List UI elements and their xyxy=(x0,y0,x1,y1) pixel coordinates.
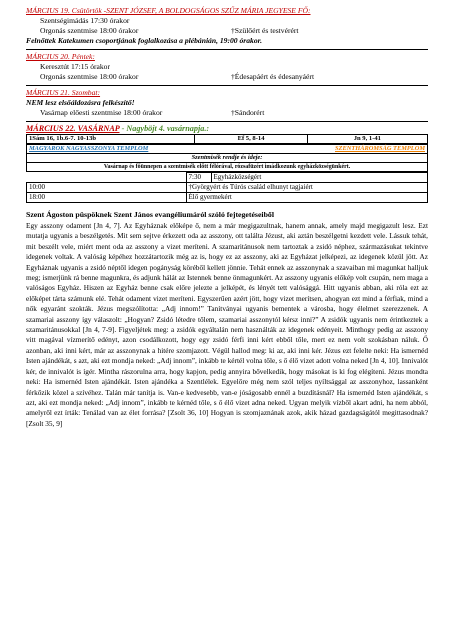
day-header xyxy=(26,6,428,16)
mass-row xyxy=(27,183,428,193)
church-table xyxy=(26,144,428,172)
reading-2: Ef 5, 8-14 xyxy=(195,135,307,144)
reading-1: 1Sám 16, 1b.6-7. 10-13b xyxy=(27,135,195,144)
mass-line xyxy=(26,108,428,118)
day-title: MÁRCIUS 21. Szombat: xyxy=(26,88,101,97)
mass-intention: Élő gyermekért xyxy=(186,193,428,203)
sermon-title: Szent Ágoston püspöknek Szent János evangéliumáról szóló fejtegetéseiből xyxy=(26,210,274,219)
sermon-text: Egy asszony odament [Jn 4, 7]. Az Egyháznak előképe ő, nem a már megigazultnak, hanem annak, amely majd megigazult lesz. Ezt mutatja ugyanis a beszélgetés. Mit sem sejtve érkezett oda az asszony, ott találta Jézust, aki aztán beszélgetni kezdett vele. Lássuk tehát, mit beszélt vele, miért ment oda az asszony a vizet meríteni. A szamaritánusok nem tartoztak a zsidó néphez, származásukat tekintve idegenek voltak. A valóság képéhez hozzátartozik még az is, hogy ez az asszony, aki az Egyházat jelképezi, az idegenek közül jött. Az Egyháznak ugyanis a zsidó néptől idegen pogányság köréből kellett jönnie. Tehát ennek az asszonynak a szavaiban mi magunkat halljuk meg; ismerjünk rá benne magunkra, és adjunk hálát az Istennek benne önmagunkért. Az asszony ugyanis előkép volt csupán, nem maga a valóságos Egyház. Hiszen az Egyház benne csak előre jelezte a jelképét, és lényét tett valósággá. Hitt ugyanis abban, aki róla ezt az előképet tárta számunk elé. Tehát odament vizet meríteni. Egyszerűen azért jött, hogy vizet merítsen, ahogyan ezt mind a férfiak, mind a nők egyaránt szokták. Jézus megszólította: „Adj innom!” Tanítványai ugyanis bementek a városba, hogy élelmet szerezzenek. A szamariai asszony így válaszolt: „Hogyan? Zsidó létedre tőlem, szamariai asszonytól kérsz inni?” A zsidók ugyanis nem érintkeztek a szamaritánusokkal [Jn 4, 7-9]. Figyeljétek meg: a zsidók egyáltalán nem használták az idegenek edényeit. Minthogy pedig az asszony vitt magával vízmerítő edényt, azon csodálkozott, hogy egy zsidó férfi inni kért ebből tőle, mert ez nem volt szokásban náluk. Ő azonban, aki inni kért, már az asszonynak a hitére szomjazott. Végül hallod meg: ki az, aki inni kér. Jézus ezt felelte neki: Ha ismernéd Isten ajándékát, s azt, aki ezt mondja neked: „Adj innom”, inkább te kértél volna tőle, s ő élő vizet adott volna neked [Jn 4, 10]. Innivalót kér, de innivalót is ígér. Mintha rászorulna arra, hogy kapjon, pedig annyira bővelkedik, hogy másokat is ki fog elégíteni. Jézus mondta neki: Ha ismernéd Isten ajándékát. Isten ajándéka a Szentlélek. Egyelőre még nem szól teljes nyíltsággal az asszonyhoz, lassanként férkőzik közel a szívéhez. Talán már tanítja is. Van-e kedvesebb, van-e jóságosabb ennél a buzdításnál? Ha ismernéd Isten ajándékát, s azt, aki ezt mondja neked: „Adj innom”, inkább te kérnéd tőle, s ő élő vizet adna neked. Ugyan melyik vízből akart adni, ha nem abból, amelyről ezt írták: Tenálad van az élet forrása? [Zsolt 36, 10] Hogyan is szomjaznának azok, akik házad gazdagságától megittasodnak? [Zsolt 35, 9] xyxy=(26,221,428,428)
mass-row xyxy=(27,173,428,183)
day-title: MÁRCIUS 20. Péntek: xyxy=(26,52,95,61)
mass-time: 7:30 xyxy=(186,173,211,183)
day-note: NEM lesz elsőáldozásra felkészítő! xyxy=(26,98,135,107)
mass-intention: †Sándorért xyxy=(231,108,265,117)
mass-schedule xyxy=(26,172,428,203)
bulletin-page xyxy=(26,6,428,429)
day-subtitle: -SZENT JÓZSEF, A BOLDOGSÁGOS SZŰZ MÁRIA JEGYESE FŐ: xyxy=(101,6,311,15)
mass-line xyxy=(26,72,428,82)
service-label: Orgonás szentmise 18:00 órakor xyxy=(40,72,139,81)
sunday-subtitle: - Nagyböjt 4. vasárnapja.: xyxy=(119,124,210,133)
service-label: Orgonás szentmise 18:00 órakor xyxy=(40,26,139,35)
mass-intention: †Györgyért és Túrós család elhunyt tagjaiért xyxy=(186,183,428,193)
readings-table xyxy=(26,134,428,144)
sunday-header xyxy=(26,124,428,134)
divider xyxy=(26,49,428,50)
mass-row xyxy=(27,193,428,203)
sunday-title: MÁRCIUS 22. VASÁRNAP xyxy=(26,124,120,133)
church-right: SZENTHÁROMSÁG TEMPLOM xyxy=(254,145,428,154)
schedule-title: Szentmisék rendje és ideje: xyxy=(27,154,428,163)
mass-line xyxy=(26,62,428,72)
mass-time: 18:00 xyxy=(27,193,187,203)
service-label: Szentségimádás 17:30 órakor xyxy=(40,16,130,25)
reading-3: Jn 9, 1-41 xyxy=(307,135,427,144)
mass-intention: Egyházközségért xyxy=(211,173,428,183)
church-left: MAGYAROK NAGYASSZONYA TEMPLOM xyxy=(27,145,254,154)
mass-time: 10:00 xyxy=(27,183,187,193)
mass-intention: †Édesapáért és édesanyáért xyxy=(231,72,315,81)
rosary-notice: Vasárnap és főünnepen a szentmisék előtt félórával, rózsafüzért imádkozunk egyházközségünkért. xyxy=(27,163,428,172)
day-title: MÁRCIUS 19. Csütörtök xyxy=(26,6,102,15)
mass-line xyxy=(26,26,428,36)
divider xyxy=(26,121,428,122)
mass-line xyxy=(26,16,428,26)
mass-intention: †Szülőért és testvérért xyxy=(231,26,299,35)
day-note: Felnőttek Katekumen csoportjának foglalkozása a plébánián, 19:00 órakor. xyxy=(26,36,263,45)
service-label: Keresztút 17:15 órakor xyxy=(40,62,111,71)
service-label: Vasárnap előesti szentmise 18:00 órakor xyxy=(40,108,163,117)
divider xyxy=(26,85,428,86)
